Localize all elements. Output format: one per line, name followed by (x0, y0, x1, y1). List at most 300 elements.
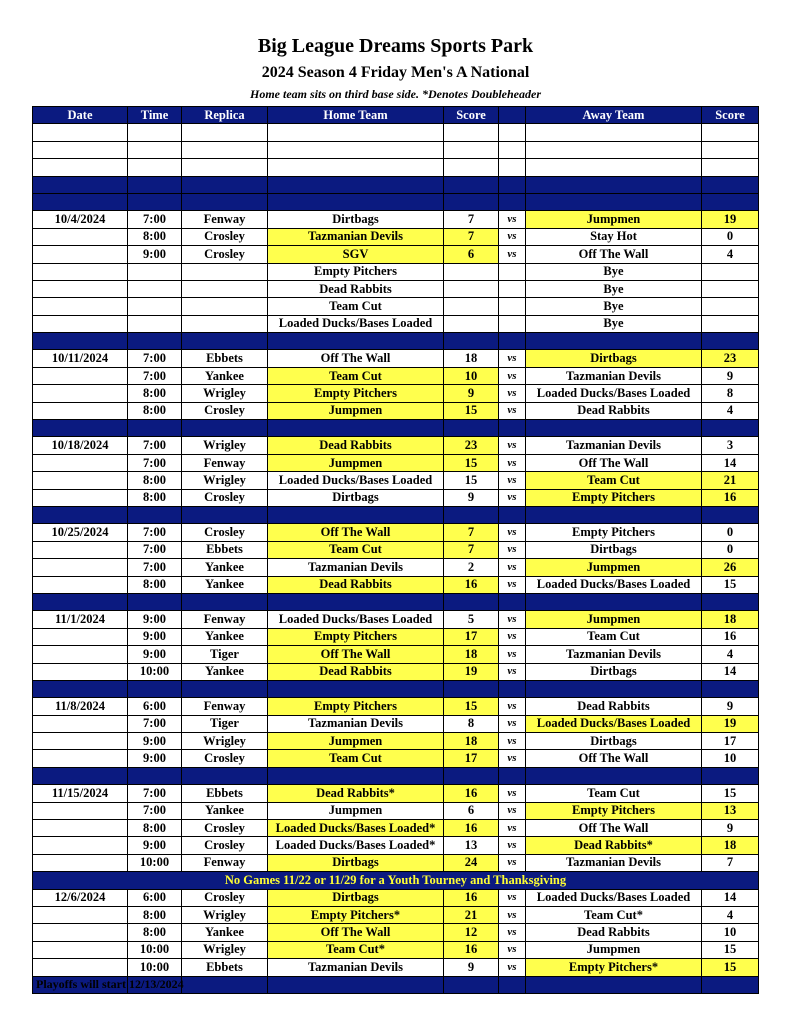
empty-cell (128, 680, 182, 697)
away-score-cell: 14 (702, 889, 759, 906)
empty-cell (702, 420, 759, 437)
home-team-cell: Tazmanian Devils (268, 228, 444, 245)
date-cell (33, 228, 128, 245)
vs-cell (499, 315, 526, 332)
home-team-cell: Jumpmen (268, 402, 444, 419)
home-team-cell: Team Cut (268, 298, 444, 315)
home-score-cell: 16 (444, 889, 499, 906)
vs-cell: vs (499, 889, 526, 906)
date-cell (33, 733, 128, 750)
date-cell (33, 837, 128, 854)
game-row (33, 524, 759, 541)
time-cell: 7:00 (128, 785, 182, 802)
game-row (33, 437, 759, 454)
empty-cell (33, 680, 128, 697)
date-cell: 10/11/2024 (33, 350, 128, 367)
empty-cell (268, 767, 444, 784)
vs-cell: vs (499, 750, 526, 767)
vs-cell: vs (499, 663, 526, 680)
game-row (33, 924, 759, 941)
column-header-home-team: Home Team (268, 107, 444, 124)
away-score-cell: 17 (702, 733, 759, 750)
date-cell (33, 454, 128, 471)
date-cell (33, 541, 128, 558)
game-row (33, 489, 759, 506)
vs-cell (499, 280, 526, 297)
vs-cell: vs (499, 246, 526, 263)
home-score-cell: 7 (444, 541, 499, 558)
away-team-cell: Jumpmen (526, 941, 702, 958)
empty-cell (526, 506, 702, 523)
empty-cell (33, 420, 128, 437)
away-score-cell: 23 (702, 350, 759, 367)
home-team-cell: Off The Wall (268, 524, 444, 541)
home-team-cell: Tazmanian Devils (268, 715, 444, 732)
home-team-cell: Dead Rabbits (268, 437, 444, 454)
empty-cell (444, 141, 499, 158)
away-score-cell: 4 (702, 906, 759, 923)
empty-cell (33, 159, 128, 176)
vs-cell: vs (499, 924, 526, 941)
date-cell (33, 402, 128, 419)
replica-cell: Yankee (182, 576, 268, 593)
replica-cell: Wrigley (182, 733, 268, 750)
home-team-cell: Dead Rabbits (268, 663, 444, 680)
week-separator-row (33, 193, 759, 210)
week-separator-row (33, 593, 759, 610)
empty-cell (499, 193, 526, 210)
empty-cell (128, 193, 182, 210)
time-cell: 10:00 (128, 941, 182, 958)
away-score-cell: 10 (702, 750, 759, 767)
empty-cell (499, 124, 526, 141)
empty-cell (33, 333, 128, 350)
empty-cell (182, 767, 268, 784)
away-score-cell: 16 (702, 628, 759, 645)
replica-cell: Crosley (182, 246, 268, 263)
page-title: Big League Dreams Sports Park (257, 35, 534, 57)
vs-cell: vs (499, 454, 526, 471)
home-team-cell: Team Cut (268, 367, 444, 384)
away-team-cell: Dead Rabbits (526, 698, 702, 715)
vs-cell: vs (499, 802, 526, 819)
empty-cell (526, 193, 702, 210)
column-header-time: Time (128, 107, 182, 124)
replica-cell (182, 315, 268, 332)
empty-cell (128, 176, 182, 193)
date-cell (33, 646, 128, 663)
empty-cell (268, 506, 444, 523)
vs-cell: vs (499, 228, 526, 245)
time-cell: 9:00 (128, 837, 182, 854)
vs-cell (499, 263, 526, 280)
home-team-cell: Empty Pitchers (268, 263, 444, 280)
time-cell (128, 315, 182, 332)
time-cell: 6:00 (128, 889, 182, 906)
away-team-cell: Empty Pitchers* (526, 959, 702, 976)
home-score-cell: 15 (444, 454, 499, 471)
replica-cell: Yankee (182, 924, 268, 941)
game-row (33, 820, 759, 837)
column-header-replica: Replica (182, 107, 268, 124)
column-header-away-team: Away Team (526, 107, 702, 124)
time-cell: 9:00 (128, 733, 182, 750)
away-team-cell: Empty Pitchers (526, 489, 702, 506)
time-cell: 7:00 (128, 367, 182, 384)
replica-cell: Wrigley (182, 472, 268, 489)
game-row (33, 402, 759, 419)
time-cell: 9:00 (128, 611, 182, 628)
home-score-cell: 6 (444, 246, 499, 263)
playoffs-note: Playoffs will start 12/13/2024 (36, 977, 184, 991)
date-cell: 11/15/2024 (33, 785, 128, 802)
away-score-cell (702, 298, 759, 315)
empty-cell (526, 767, 702, 784)
game-row (33, 385, 759, 402)
table-header-row (33, 107, 759, 124)
empty-cell (33, 506, 128, 523)
date-cell (33, 941, 128, 958)
home-score-cell: 16 (444, 941, 499, 958)
empty-cell (526, 176, 702, 193)
home-team-cell: Off The Wall (268, 924, 444, 941)
vs-cell: vs (499, 715, 526, 732)
away-score-cell: 16 (702, 489, 759, 506)
empty-cell (499, 420, 526, 437)
notice-banner: No Games 11/22 or 11/29 for a Youth Tourney and Thanksgiving (33, 872, 759, 889)
vs-cell: vs (499, 628, 526, 645)
away-score-cell: 15 (702, 785, 759, 802)
home-team-cell: Loaded Ducks/Bases Loaded* (268, 820, 444, 837)
empty-cell (526, 124, 702, 141)
home-score-cell: 10 (444, 367, 499, 384)
schedule-note: Home team sits on third base side. *Denotes Doubleheader (250, 87, 541, 101)
away-team-cell: Jumpmen (526, 611, 702, 628)
empty-cell (182, 176, 268, 193)
game-row (33, 889, 759, 906)
game-row (33, 715, 759, 732)
time-cell: 7:00 (128, 715, 182, 732)
away-score-cell: 21 (702, 472, 759, 489)
date-cell (33, 246, 128, 263)
vs-cell: vs (499, 733, 526, 750)
away-score-cell: 3 (702, 437, 759, 454)
replica-cell: Fenway (182, 454, 268, 471)
empty-cell (526, 593, 702, 610)
empty-cell (526, 680, 702, 697)
home-team-cell: Jumpmen (268, 454, 444, 471)
empty-cell (268, 124, 444, 141)
home-score-cell: 24 (444, 854, 499, 871)
empty-cell (702, 680, 759, 697)
empty-cell (702, 506, 759, 523)
game-row (33, 280, 759, 297)
vs-cell: vs (499, 941, 526, 958)
date-cell (33, 854, 128, 871)
away-score-cell: 0 (702, 524, 759, 541)
empty-cell (268, 593, 444, 610)
vs-cell: vs (499, 906, 526, 923)
away-team-cell: Dirtbags (526, 733, 702, 750)
game-row (33, 906, 759, 923)
week-separator-row (33, 420, 759, 437)
away-score-cell: 14 (702, 663, 759, 680)
home-team-cell: Dirtbags (268, 854, 444, 871)
date-cell (33, 924, 128, 941)
away-score-cell (702, 263, 759, 280)
away-score-cell: 13 (702, 802, 759, 819)
replica-cell: Wrigley (182, 437, 268, 454)
empty-cell (128, 767, 182, 784)
empty-cell (499, 593, 526, 610)
away-team-cell: Off The Wall (526, 454, 702, 471)
date-cell (33, 802, 128, 819)
time-cell: 7:00 (128, 524, 182, 541)
column-header-date: Date (33, 107, 128, 124)
empty-cell (182, 976, 268, 993)
empty-cell (268, 159, 444, 176)
empty-cell (444, 767, 499, 784)
game-row (33, 576, 759, 593)
replica-cell (182, 263, 268, 280)
empty-cell (499, 976, 526, 993)
away-team-cell: Dirtbags (526, 350, 702, 367)
date-cell (33, 385, 128, 402)
away-team-cell: Dead Rabbits (526, 924, 702, 941)
empty-cell (182, 124, 268, 141)
home-score-cell (444, 315, 499, 332)
game-row (33, 472, 759, 489)
replica-cell: Fenway (182, 611, 268, 628)
empty-cell (499, 141, 526, 158)
empty-cell (444, 333, 499, 350)
empty-cell (444, 420, 499, 437)
empty-cell (268, 333, 444, 350)
away-team-cell: Off The Wall (526, 820, 702, 837)
away-score-cell: 4 (702, 402, 759, 419)
column-header-home-score: Score (444, 107, 499, 124)
time-cell: 8:00 (128, 489, 182, 506)
date-cell: 12/6/2024 (33, 889, 128, 906)
time-cell (128, 280, 182, 297)
time-cell: 9:00 (128, 628, 182, 645)
game-row (33, 367, 759, 384)
vs-cell: vs (499, 489, 526, 506)
home-score-cell: 13 (444, 837, 499, 854)
home-team-cell: Empty Pitchers* (268, 906, 444, 923)
replica-cell: Wrigley (182, 906, 268, 923)
empty-cell (702, 593, 759, 610)
week-separator-row (33, 680, 759, 697)
vs-cell: vs (499, 524, 526, 541)
home-score-cell: 16 (444, 576, 499, 593)
replica-cell: Yankee (182, 367, 268, 384)
replica-cell: Crosley (182, 837, 268, 854)
empty-cell (182, 141, 268, 158)
empty-cell (444, 176, 499, 193)
vs-cell: vs (499, 367, 526, 384)
empty-cell (526, 141, 702, 158)
away-score-cell: 0 (702, 228, 759, 245)
empty-cell (444, 193, 499, 210)
home-score-cell: 8 (444, 715, 499, 732)
empty-cell (444, 506, 499, 523)
game-row (33, 263, 759, 280)
time-cell: 6:00 (128, 698, 182, 715)
vs-cell: vs (499, 837, 526, 854)
empty-cell (33, 141, 128, 158)
away-score-cell: 19 (702, 211, 759, 228)
empty-cell (526, 420, 702, 437)
vs-cell: vs (499, 350, 526, 367)
empty-cell (702, 333, 759, 350)
date-cell (33, 263, 128, 280)
notice-banner-row (33, 872, 759, 889)
vs-cell: vs (499, 854, 526, 871)
home-score-cell: 6 (444, 802, 499, 819)
away-score-cell: 0 (702, 541, 759, 558)
home-team-cell: Loaded Ducks/Bases Loaded* (268, 837, 444, 854)
vs-cell: vs (499, 646, 526, 663)
home-team-cell: Empty Pitchers (268, 628, 444, 645)
empty-cell (444, 159, 499, 176)
time-cell: 7:00 (128, 350, 182, 367)
empty-cell (499, 680, 526, 697)
home-team-cell: Dead Rabbits (268, 576, 444, 593)
game-row (33, 611, 759, 628)
week-separator-row (33, 333, 759, 350)
replica-cell: Wrigley (182, 385, 268, 402)
replica-cell: Ebbets (182, 541, 268, 558)
away-score-cell (702, 315, 759, 332)
home-score-cell: 16 (444, 785, 499, 802)
home-score-cell: 12 (444, 924, 499, 941)
game-row (33, 559, 759, 576)
empty-cell (182, 193, 268, 210)
empty-cell (499, 159, 526, 176)
time-cell: 10:00 (128, 959, 182, 976)
home-score-cell: 15 (444, 472, 499, 489)
time-cell: 8:00 (128, 385, 182, 402)
replica-cell (182, 280, 268, 297)
week-separator-row (33, 767, 759, 784)
away-score-cell: 9 (702, 367, 759, 384)
home-score-cell: 16 (444, 820, 499, 837)
home-score-cell: 2 (444, 559, 499, 576)
date-cell: 10/25/2024 (33, 524, 128, 541)
empty-cell (526, 159, 702, 176)
empty-cell (268, 141, 444, 158)
replica-cell: Fenway (182, 854, 268, 871)
empty-cell (268, 193, 444, 210)
empty-cell (499, 506, 526, 523)
away-team-cell: Loaded Ducks/Bases Loaded (526, 385, 702, 402)
home-score-cell (444, 263, 499, 280)
date-cell (33, 559, 128, 576)
replica-cell: Crosley (182, 820, 268, 837)
away-team-cell: Jumpmen (526, 559, 702, 576)
time-cell (128, 263, 182, 280)
home-team-cell: Dirtbags (268, 489, 444, 506)
away-score-cell: 9 (702, 698, 759, 715)
schedule-table (32, 106, 759, 994)
column-header-vs (499, 107, 526, 124)
empty-cell (444, 976, 499, 993)
home-score-cell: 17 (444, 628, 499, 645)
away-score-cell (702, 280, 759, 297)
game-row (33, 246, 759, 263)
home-team-cell: Loaded Ducks/Bases Loaded (268, 611, 444, 628)
time-cell: 7:00 (128, 541, 182, 558)
time-cell: 9:00 (128, 750, 182, 767)
empty-cell (526, 333, 702, 350)
vs-cell: vs (499, 472, 526, 489)
replica-cell: Wrigley (182, 941, 268, 958)
time-cell: 7:00 (128, 211, 182, 228)
replica-cell: Yankee (182, 663, 268, 680)
home-team-cell: Team Cut (268, 750, 444, 767)
vs-cell (499, 298, 526, 315)
time-cell: 7:00 (128, 802, 182, 819)
time-cell: 8:00 (128, 820, 182, 837)
date-cell: 10/18/2024 (33, 437, 128, 454)
date-cell (33, 750, 128, 767)
empty-cell (33, 593, 128, 610)
home-team-cell: Tazmanian Devils (268, 559, 444, 576)
date-cell (33, 663, 128, 680)
replica-cell: Yankee (182, 802, 268, 819)
game-row (33, 646, 759, 663)
home-score-cell: 15 (444, 402, 499, 419)
away-score-cell: 8 (702, 385, 759, 402)
home-team-cell: Empty Pitchers (268, 698, 444, 715)
home-team-cell: Dead Rabbits (268, 280, 444, 297)
home-score-cell: 9 (444, 959, 499, 976)
home-score-cell: 17 (444, 750, 499, 767)
game-row (33, 854, 759, 871)
date-cell: 10/4/2024 (33, 211, 128, 228)
date-cell (33, 367, 128, 384)
replica-cell: Crosley (182, 402, 268, 419)
away-score-cell: 4 (702, 646, 759, 663)
date-cell (33, 489, 128, 506)
home-team-cell: Dirtbags (268, 211, 444, 228)
home-team-cell: Loaded Ducks/Bases Loaded (268, 472, 444, 489)
vs-cell: vs (499, 559, 526, 576)
game-row (33, 454, 759, 471)
blank-row (33, 124, 759, 141)
date-cell (33, 820, 128, 837)
replica-cell: Tiger (182, 646, 268, 663)
away-team-cell: Team Cut (526, 628, 702, 645)
home-team-cell: Off The Wall (268, 646, 444, 663)
empty-cell (33, 767, 128, 784)
home-score-cell: 15 (444, 698, 499, 715)
empty-cell (526, 976, 702, 993)
blank-row (33, 159, 759, 176)
away-team-cell: Bye (526, 298, 702, 315)
vs-cell: vs (499, 785, 526, 802)
home-team-cell: Off The Wall (268, 350, 444, 367)
empty-cell (182, 593, 268, 610)
away-score-cell: 18 (702, 611, 759, 628)
empty-cell (128, 333, 182, 350)
home-score-cell: 7 (444, 211, 499, 228)
game-row (33, 228, 759, 245)
time-cell: 7:00 (128, 454, 182, 471)
away-team-cell: Dirtbags (526, 663, 702, 680)
home-team-cell: Jumpmen (268, 802, 444, 819)
